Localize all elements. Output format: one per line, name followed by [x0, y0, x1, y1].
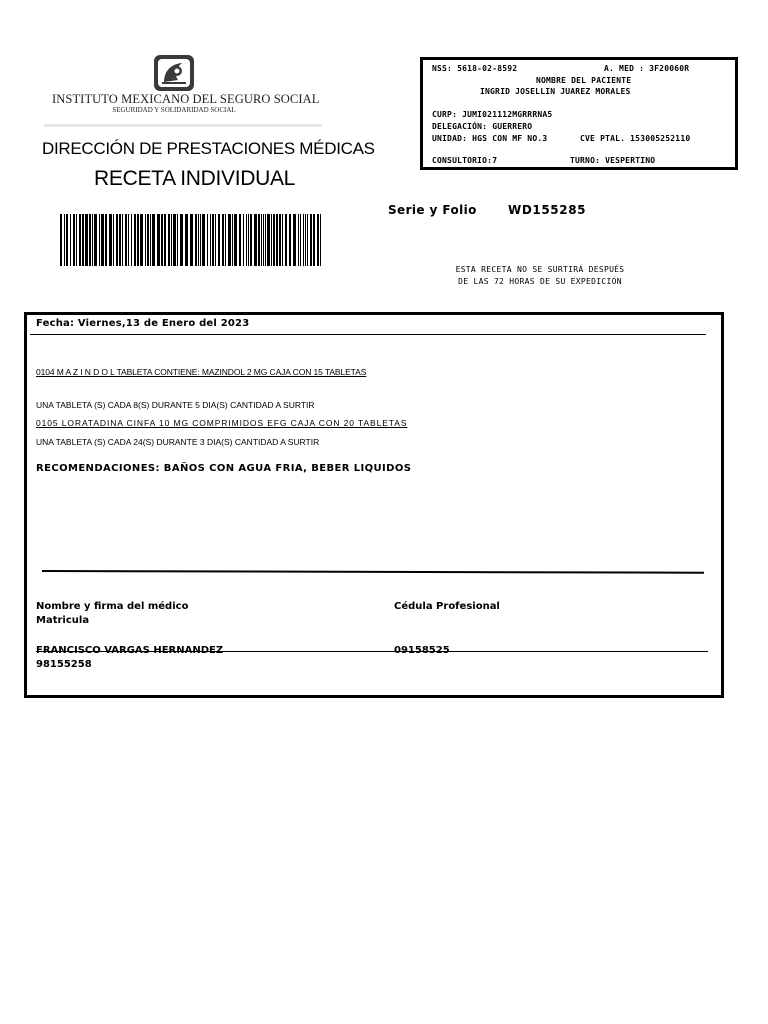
- folio-value: WD155285: [508, 203, 587, 217]
- institution-name: INSTITUTO MEXICANO DEL SEGURO SOCIAL: [52, 92, 320, 106]
- matricula-value: 98155258: [36, 659, 92, 670]
- medication-1: 0104 M A Z I N D O L TABLETA CONTIENE: MAZINDOL 2 MG CAJA CON 15 TABLETAS: [36, 367, 367, 377]
- patient-name: INGRID JOSELLIN JUAREZ MORALES: [480, 87, 631, 96]
- patient-a-med: A. MED : 3F20060R: [604, 64, 690, 73]
- medication-2: 0105 LORATADINA CINFA 10 MG COMPRIMIDOS EFG CAJA CON 20 TABLETAS: [36, 418, 408, 428]
- patient-delegacion: DELEGACIÓN: GUERRERO: [432, 122, 533, 131]
- patient-nss: NSS: 5618-02-8592: [432, 64, 518, 73]
- imss-logo-icon: [152, 54, 196, 92]
- header-divider: [44, 124, 322, 127]
- matricula-label: Matricula: [36, 615, 90, 626]
- patient-unidad: UNIDAD: HGS CON MF NO.3: [432, 134, 548, 143]
- document-title: RECETA INDIVIDUAL: [94, 167, 296, 190]
- expiry-notice-line-1: ESTA RECETA NO SE SURTIRÁ DESPUÉS: [455, 265, 625, 274]
- patient-consultorio: CONSULTORIO:7: [432, 156, 498, 165]
- institution-tagline: SEGURIDAD Y SOLIDARIDAD SOCIAL: [112, 106, 236, 114]
- expiry-notice: [420, 264, 660, 288]
- patient-turno: TURNO: VESPERTINO: [570, 156, 656, 165]
- dosage-1: UNA TABLETA (S) CADA 8(S) DURANTE 5 DIA(S) CANTIDAD A SURTIR: [36, 400, 315, 410]
- patient-name-label: NOMBRE DEL PACIENTE: [536, 76, 632, 85]
- cedula-label: Cédula Profesional: [394, 601, 500, 612]
- folio-label: Serie y Folio: [388, 203, 477, 217]
- prescription-date: Fecha: Viernes,13 de Enero del 2023: [36, 318, 250, 329]
- department-title: DIRECCIÓN DE PRESTACIONES MÉDICAS: [42, 139, 375, 158]
- doctor-name-label: Nombre y firma del médico: [36, 601, 189, 612]
- date-divider: [30, 334, 706, 335]
- dosage-2: UNA TABLETA (S) CADA 24(S) DURANTE 3 DIA(S) CANTIDAD A SURTIR: [36, 437, 320, 447]
- expiry-notice-line-2: DE LAS 72 HORAS DE SU EXPEDICIÓN: [458, 277, 622, 286]
- barcode-icon: [60, 214, 324, 266]
- doctor-strike-line: [36, 651, 708, 652]
- patient-cve-ptal: CVE PTAL. 153005252110: [580, 134, 691, 143]
- patient-curp: CURP: JUMI021112MGRRRNA5: [432, 110, 553, 119]
- patient-info-box: [420, 57, 738, 170]
- recommendations: RECOMENDACIONES: BAÑOS CON AGUA FRIA, BEBER LIQUIDOS: [36, 463, 412, 474]
